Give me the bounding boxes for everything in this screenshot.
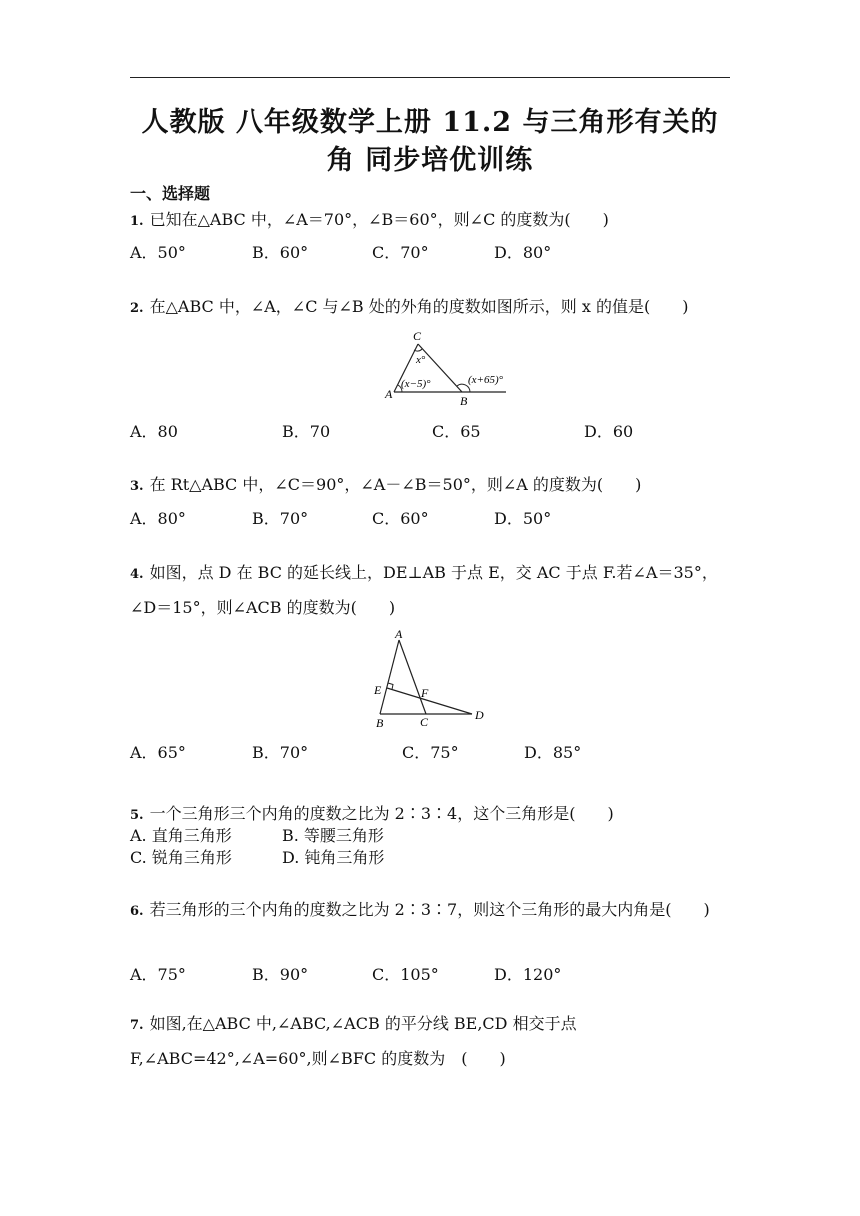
option-c: C．75° (402, 743, 459, 762)
option-d: D．60 (584, 422, 634, 441)
question-5 (130, 803, 735, 827)
question-5-options (130, 825, 530, 869)
question-text: 如图，点 D 在 BC 的延长线上，DE⊥AB 于点 E，交 AC 于点 F.若∠A＝35°，∠D＝15°，则∠ACB 的度数为( ) (130, 563, 718, 617)
side-ab (380, 640, 399, 714)
question-text: 如图,在△ABC 中,∠ABC,∠ACB 的平分线 BE,CD 相交于点 F,∠ABC=42°,∠A=60°,则∠BFC 的度数为 ( ) (130, 1014, 577, 1068)
label-b: B (376, 716, 384, 730)
question-4-figure (366, 626, 492, 730)
option-a: A. 直角三角形 (130, 826, 232, 845)
option-b: B．70° (252, 743, 309, 762)
label-a: A (385, 387, 393, 401)
option-b: B．60° (252, 243, 309, 262)
label-b: B (460, 394, 468, 408)
question-2-figure (380, 328, 520, 408)
question-text: 已知在△ABC 中，∠A＝70°，∠B＝60°，则∠C 的度数为( ) (149, 210, 609, 229)
option-b: B．90° (252, 965, 309, 984)
header-rule (130, 77, 730, 78)
label-c: C (420, 715, 429, 729)
option-d: D．120° (494, 965, 562, 984)
section-heading: 一、选择题 (130, 184, 211, 203)
option-a: A．50° (130, 243, 186, 262)
option-d: D．50° (494, 509, 552, 528)
question-number: 2. (130, 301, 144, 316)
label-c: C (413, 329, 422, 343)
question-4 (130, 556, 735, 624)
question-text: 若三角形的三个内角的度数之比为 2∶3∶7，则这个三角形的最大内角是( ) (149, 900, 710, 919)
question-text: 一个三角形三个内角的度数之比为 2∶3∶4，这个三角形是( ) (149, 804, 614, 823)
label-angle-c: x° (416, 354, 426, 366)
option-c: C．70° (372, 243, 429, 262)
question-number: 6. (130, 904, 144, 919)
question-number: 1. (130, 214, 144, 229)
question-text: 在 Rt△ABC 中，∠C＝90°，∠A－∠B＝50°，则∠A 的度数为( ) (149, 475, 642, 494)
option-a: A．80° (130, 509, 186, 528)
question-3-options (130, 508, 730, 530)
question-1 (130, 209, 735, 233)
option-c: C．65 (432, 422, 481, 441)
question-1-options (130, 242, 730, 264)
question-number: 3. (130, 479, 144, 494)
page-title (130, 104, 730, 180)
question-text: 在△ABC 中，∠A，∠C 与∠B 处的外角的度数如图所示，则 x 的值是( ) (149, 297, 689, 316)
option-d: D．85° (524, 743, 582, 762)
option-d: D．80° (494, 243, 552, 262)
title-line-1: 人教版 八年级数学上册 11.2 与三角形有关的 (141, 107, 719, 138)
label-e: E (374, 683, 382, 697)
question-number: 5. (130, 808, 144, 823)
label-a: A (395, 627, 403, 641)
option-b: B．70 (282, 422, 331, 441)
question-3 (130, 474, 735, 498)
question-2-options (130, 421, 730, 443)
option-a: A．65° (130, 743, 186, 762)
question-6 (130, 893, 735, 928)
label-angle-b-ext: (x+65)° (468, 374, 504, 386)
option-d: D. 钝角三角形 (282, 848, 385, 867)
option-c: C．105° (372, 965, 439, 984)
label-angle-a: (x−5)° (401, 378, 431, 390)
title-line-2: 角 同步培优训练 (326, 145, 534, 176)
question-2 (130, 296, 735, 320)
option-b: B. 等腰三角形 (282, 826, 384, 845)
question-7 (130, 1007, 735, 1075)
option-c: C．60° (372, 509, 429, 528)
option-a: A．80 (130, 422, 178, 441)
question-6-options (130, 964, 730, 986)
line-de (387, 688, 472, 714)
label-f: F (421, 686, 429, 700)
option-a: A．75° (130, 965, 186, 984)
side-ac (399, 640, 426, 714)
label-d: D (475, 708, 484, 722)
option-c: C. 锐角三角形 (130, 848, 232, 867)
question-number: 7. (130, 1018, 144, 1033)
option-b: B．70° (252, 509, 309, 528)
question-4-options (130, 742, 730, 764)
question-number: 4. (130, 567, 144, 582)
